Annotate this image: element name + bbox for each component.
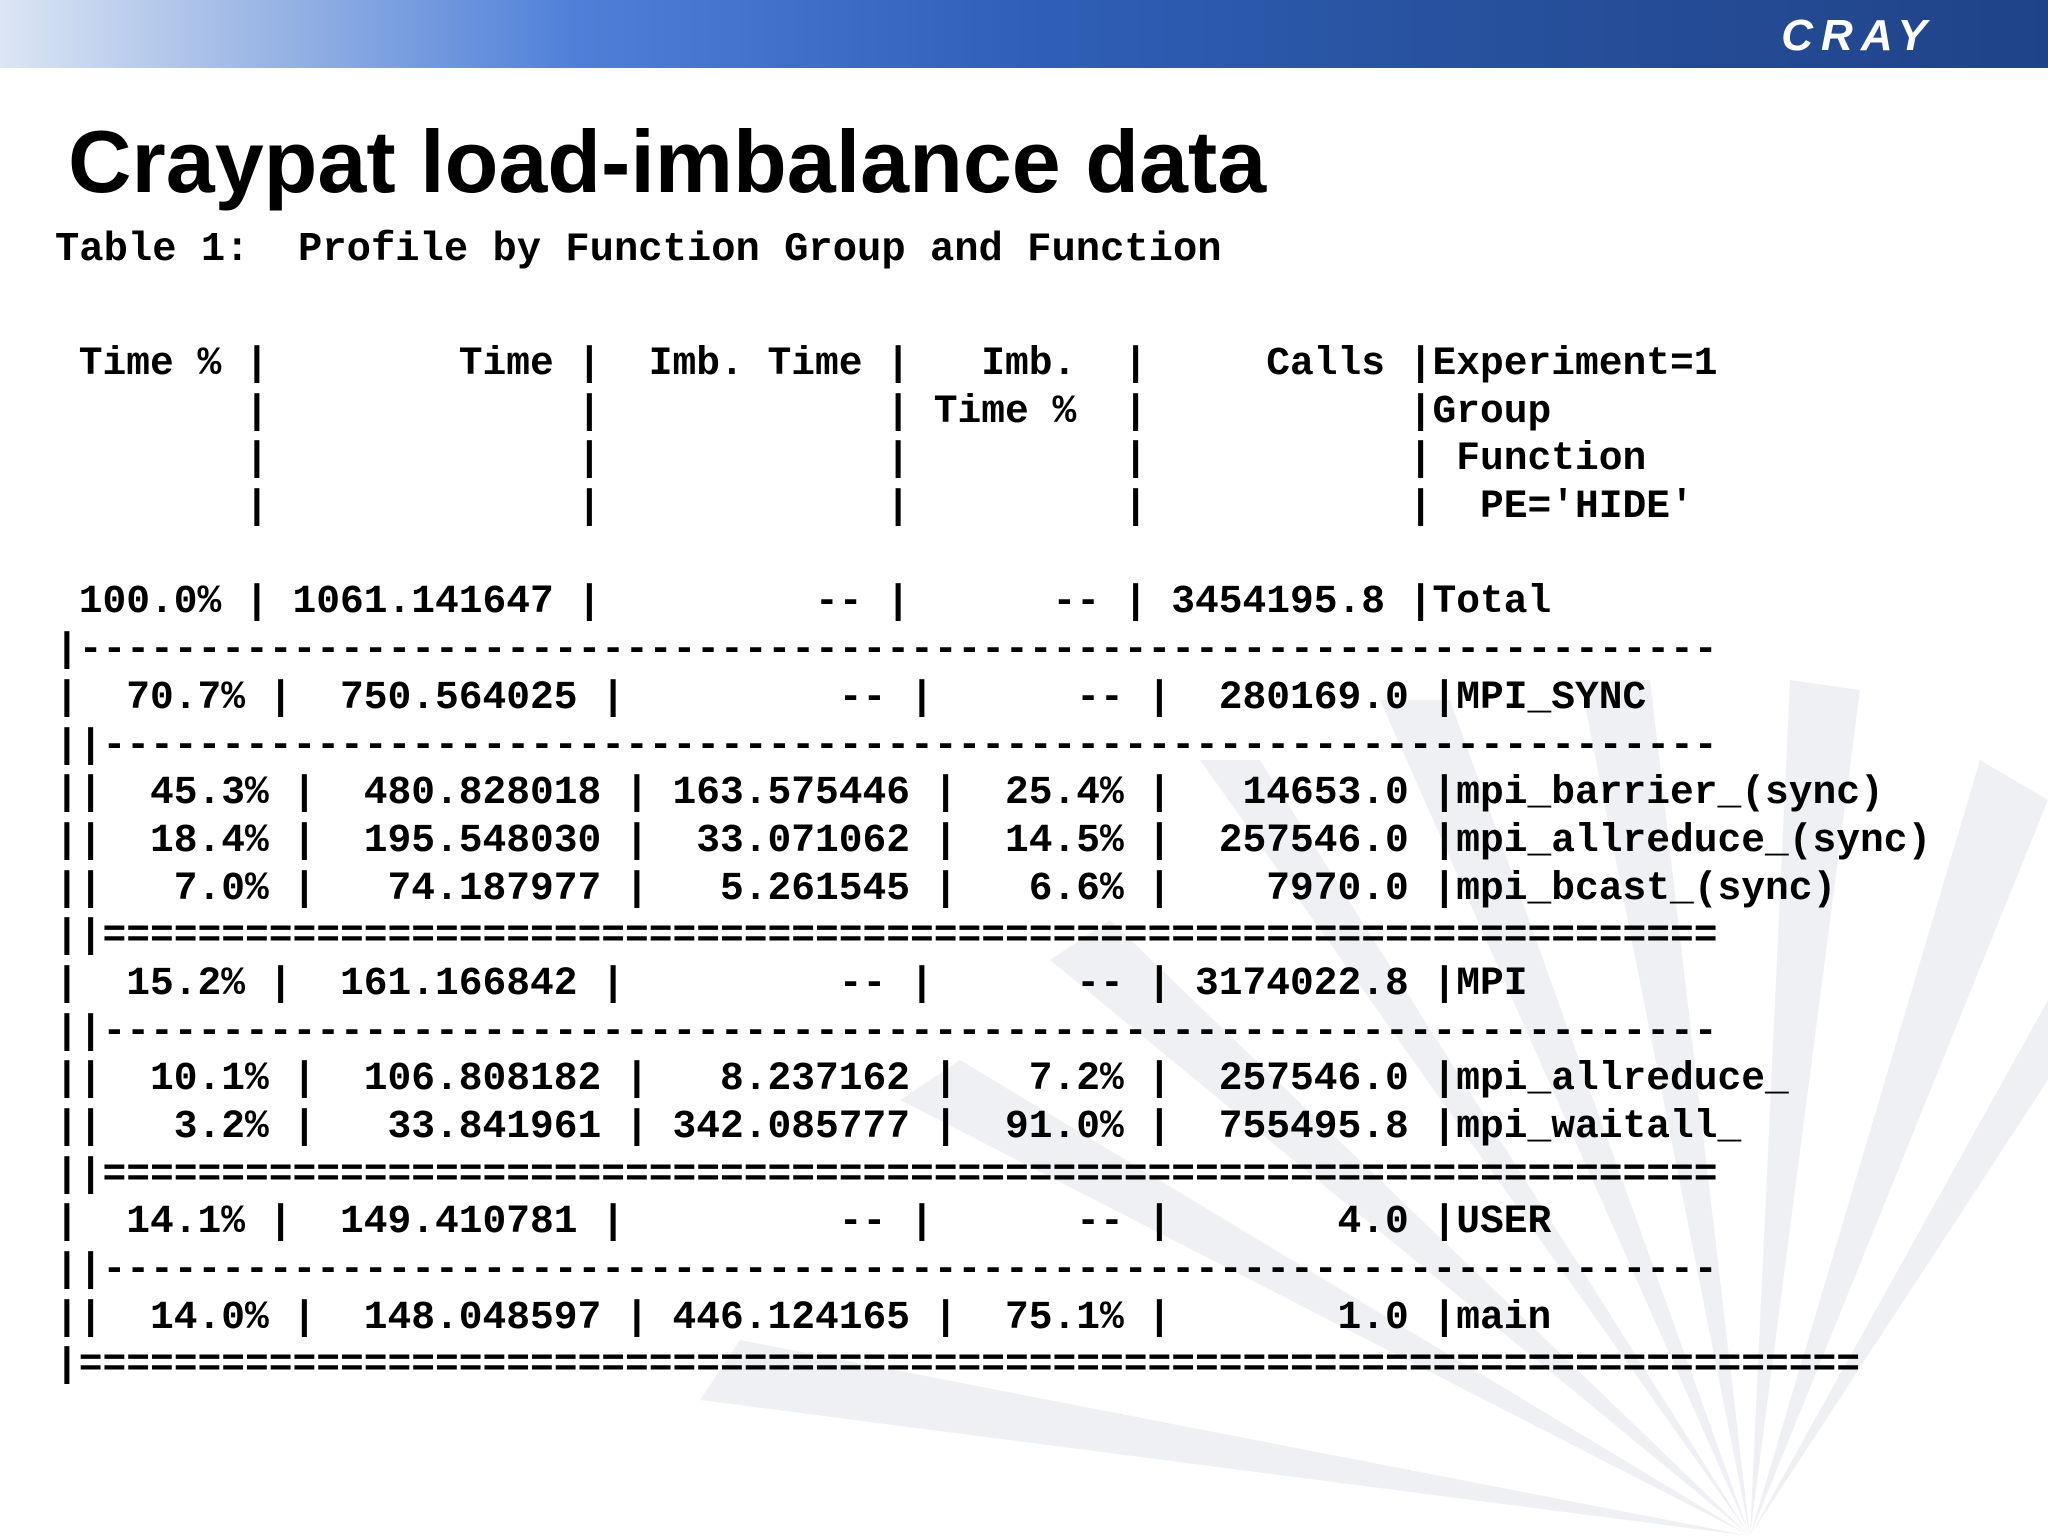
cray-logo [1708, 14, 2008, 56]
report-line: || 10.1% | 106.808182 | 8.237162 | 7.2% | 257546.0 |mpi_allreduce_ [55, 1056, 1789, 1102]
profile-report [55, 340, 1931, 1437]
report-line: ||==================================================================== [55, 913, 1718, 959]
report-line: | 70.7% | 750.564025 | -- | -- | 280169.0 |MPI_SYNC [55, 674, 1647, 720]
report-line: | 15.2% | 161.166842 | -- | -- | 3174022.8 |MPI [55, 960, 1528, 1006]
report-line: || 18.4% | 195.548030 | 33.071062 | 14.5% | 257546.0 |mpi_allreduce_(sync) [55, 817, 1932, 863]
report-line: || 7.0% | 74.187977 | 5.261545 | 6.6% | 7970.0 |mpi_bcast_(sync) [55, 865, 1837, 911]
slide-title: Craypat load-imbalance data [68, 112, 1267, 211]
report-line: Time % | Time | Imb. Time | Imb. | Calls |Experiment=1 [55, 341, 1718, 386]
report-line: ||-------------------------------------------------------------------- [55, 722, 1718, 768]
table-caption: Table 1: Profile by Function Group and Function [55, 227, 1222, 273]
cray-logo-text: CRAY [1781, 14, 1935, 56]
report-line: 100.0% | 1061.141647 | -- | -- | 3454195.8 |Total [55, 579, 1552, 625]
report-line: || 3.2% | 33.841961 | 342.085777 | 91.0% | 755495.8 |mpi_waitall_ [55, 1104, 1742, 1149]
report-line: |--------------------------------------------------------------------- [55, 627, 1718, 673]
report-line: | 14.1% | 149.410781 | -- | -- | 4.0 |USER [55, 1199, 1552, 1245]
report-line: | | | | | Function [55, 436, 1647, 482]
report-line: || 14.0% | 148.048597 | 446.124165 | 75.1% | 1.0 |main [55, 1294, 1552, 1340]
report-line [55, 531, 1931, 579]
report-line: |=========================================================================== [55, 1342, 1861, 1388]
report-line: || 45.3% | 480.828018 | 163.575446 | 25.4% | 14653.0 |mpi_barrier_(sync) [55, 770, 1884, 816]
report-line: ||-------------------------------------------------------------------- [55, 1008, 1718, 1054]
report-line: ||==================================================================== [55, 1151, 1718, 1197]
report-line [55, 1389, 1931, 1437]
report-line: | | | Time % | |Group [55, 388, 1552, 434]
report-line: | | | | | PE='HIDE' [55, 484, 1694, 530]
report-line: ||-------------------------------------------------------------------- [55, 1247, 1718, 1293]
